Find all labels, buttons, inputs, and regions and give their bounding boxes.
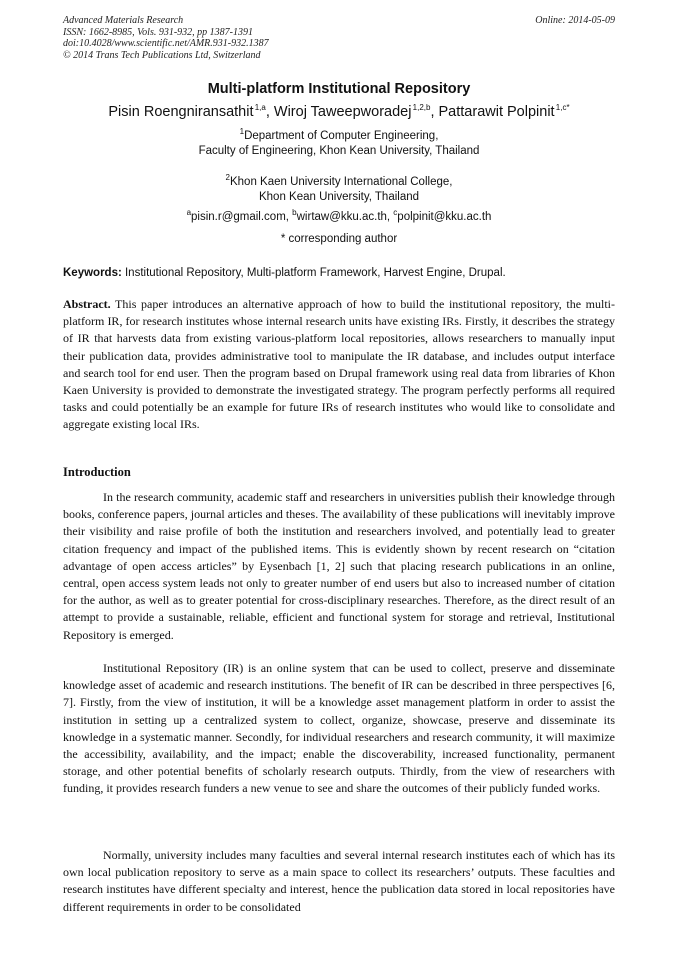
online-date: Online: 2014-05-09 [535, 15, 615, 26]
author-affiliation-mark: 1,2,b [412, 103, 431, 113]
email-link[interactable]: wirtaw@kku.ac.th, [296, 211, 394, 223]
author-name: Pisin Roengniransathit [108, 104, 254, 120]
author-name: Wiroj Taweepworadej [273, 104, 412, 120]
keywords-text: Institutional Repository, Multi-platform Framework, Harvest Engine, Drupal. [121, 267, 506, 279]
intro-paragraph-3: Normally, university includes many faculties and several internal research institutes each of which has its own local publication repository to serve as a main space to collect its researchers’ outputs. These faculties and research institutes have different specialty and interest, hence the publication data stored in local repositories have different requirements in order to be consolidated [63, 848, 615, 914]
author-name: Pattarawit Polpinit [438, 104, 555, 120]
author-emails: $^a$pisin.r@gmail.com, $^b$wirtaw@kku.ac.th, $^c$polpinit@kku.ac.th [186, 208, 492, 223]
affiliation-2: $^2$Khon Kaen University International College, Khon Kean University, Thailand [225, 173, 453, 203]
intro-paragraph-2: Institutional Repository (IR) is an online system that can be used to collect, preserve and disseminate knowledge asset of academic and research institutions. The benefit of IR can be described in three perspectives [6, 7]. Firstly, from the view of institution, it will be a knowledge asset management platform in order to assist the institution in setting up a centralized system to collect, organize, showcase, preserve and disseminate its knowledge in a systematic manner. Secondly, for individual researchers and research community, it will maximize the accessibility, availability, and the impact; enable the discoverability, increased functionality, permanent storage, and other potential benefits of scholarly research outputs. Thirdly, from the view of researchers with funding, it provides research funders a new venue to see and share the outcomes of their publicly funded works. [63, 661, 615, 796]
journal-header [63, 15, 615, 61]
author-affiliation-mark: 1,c* [555, 103, 570, 113]
abstract-text: This paper introduces an alternative approach of how to build the institutional repository, the multi-platform IR, for research institutes whose internal research units have existing IRs. Firstly, it describes the strategy of IR that harvests data from existing various-platform local repositories, allows researchers to manually input their publication data, provides administrative tool to manipulate the IR database, and includes output interface and search tool for end user. Then the program based on Drupal framework using real data from libraries of Khon Kaen University is provided to demonstrate the investigated strategy. The program perfectly performs all required tasks and could potentially be an example for future IRs of research institutes who would like to consolidate and aggregate existing local IRs. [63, 297, 615, 432]
intro-paragraph-1: In the research community, academic staff and researchers in universities publish their knowledge through books, conference papers, journal articles and theses. The availability of these publications will inevitably improve their visibility and raise profile of both the institution and researchers involved, and potentially lead to greater citation frequency and impact of the published items. This is evidently shown by recent research on “citation advantage of open access articles” by Eysenbach [1, 2] such that placing research publications in an online, central, open access system leads not only to greater number of end users but also to increased number of citation for the author, as well as to greater potential for cross-disciplinary researches. Therefore, as the direct result of an attempt to provide a sustainable, reliable, efficient and functional system for storage and retrieval, Institutional Repository is emerged. [63, 490, 615, 642]
journal-name: Advanced Materials Research [63, 15, 184, 26]
email-link[interactable]: pisin.r@gmail.com, [191, 211, 293, 223]
doi-line: doi:10.4028/www.scientific.net/AMR.931-932.1387 [63, 38, 269, 49]
issn-line: ISSN: 1662-8985, Vols. 931-932, pp 1387-1391 [63, 26, 253, 38]
section-heading-introduction: Introduction [63, 465, 131, 479]
abstract [63, 296, 615, 434]
paper-title: Multi-platform Institutional Repository [207, 81, 471, 97]
keywords [63, 267, 615, 279]
email-link[interactable]: polpinit@kku.ac.th [397, 211, 492, 223]
abstract-label: Abstract. [63, 297, 111, 311]
corresponding-note: * corresponding author [280, 233, 398, 245]
affiliation-1: $^1$Department of Computer Engineering, Faculty of Engineering, Khon Kean University, Thailand [198, 127, 480, 157]
copyright-line: © 2014 Trans Tech Publications Ltd, Switzerland [63, 49, 261, 61]
author-list: Pisin Roengniransathit $^{1,a}$, Wiroj Taweepworadej $^{1,2,b}$, Pattarawit Polpinit $^{1,c*}$ [108, 103, 570, 120]
keywords-label: Keywords: [63, 267, 122, 279]
author-affiliation-mark: 1,a [254, 103, 266, 113]
